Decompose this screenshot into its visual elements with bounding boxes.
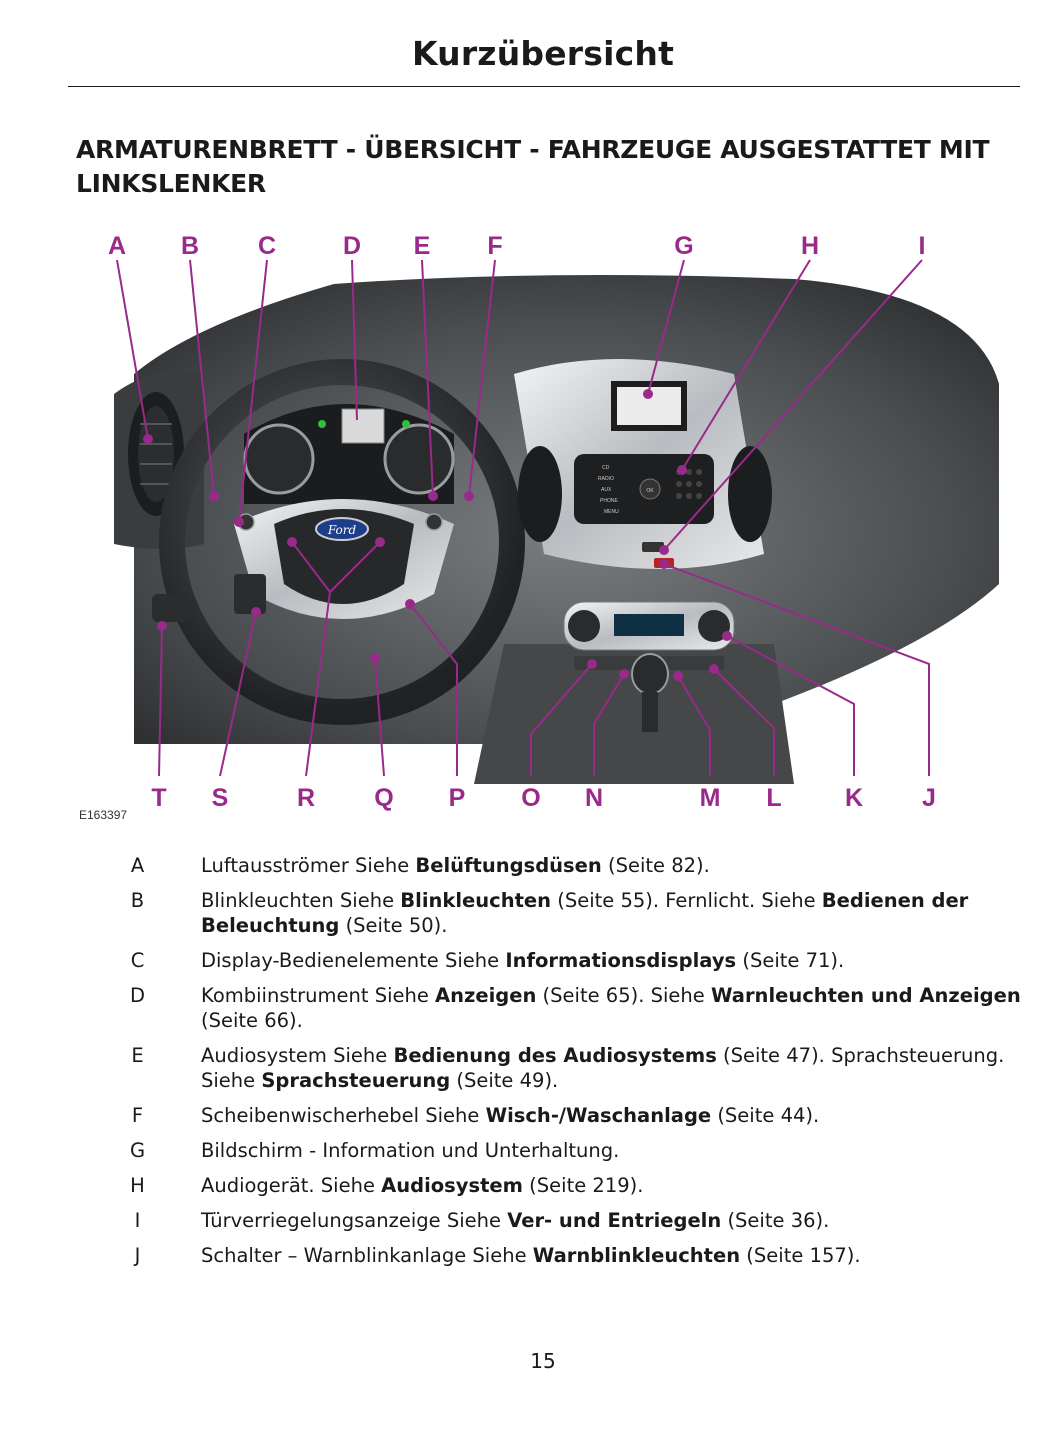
label-m: M (699, 784, 721, 812)
legend-description (201, 1043, 1030, 1093)
legend-reference: Wisch-/Waschanlage (485, 1104, 712, 1127)
legend-letter: F (131, 1104, 144, 1127)
center-left-vent (518, 446, 562, 542)
legend-reference: Ver- und Entriegeln (507, 1209, 722, 1232)
legend-description (201, 1173, 1030, 1198)
legend-text-segment: (Seite 82). (601, 854, 710, 877)
dashboard-illustration (74, 224, 1010, 824)
legend-reference: Bedienung des Audiosystems (393, 1044, 717, 1067)
svg-text:CD: CD (602, 465, 610, 471)
center-stack (514, 359, 772, 569)
page-header-title: Kurzübersicht (411, 34, 675, 73)
label-j: J (922, 784, 936, 812)
legend-text-segment: (Seite 44). (711, 1104, 820, 1127)
legend-description (201, 1138, 1030, 1163)
cruise-control-stalk (234, 574, 266, 614)
legend-text-segment: Kombiinstrument Siehe (201, 984, 436, 1007)
legend-row (100, 1103, 1030, 1128)
cluster-display (342, 409, 384, 443)
label-l: L (766, 784, 782, 812)
legend-row (100, 888, 1030, 938)
label-n: N (584, 784, 604, 812)
label-t: T (151, 784, 167, 812)
label-d: D (342, 232, 362, 260)
legend-reference: Sprachsteuerung (261, 1069, 451, 1092)
legend-description (201, 1243, 1030, 1268)
legend-text-segment: (Seite 50). (339, 914, 448, 937)
legend-letter: B (130, 889, 145, 912)
label-b: B (180, 232, 200, 260)
legend-letter: H (130, 1174, 145, 1197)
legend-reference: Anzeigen (435, 984, 537, 1007)
label-i: I (918, 232, 926, 260)
legend-reference: Bedienen der Beleuchtung (201, 889, 969, 937)
header-divider (68, 86, 1020, 87)
legend-reference: Warnleuchten und Anzeigen (710, 984, 1021, 1007)
legend-letter: C (130, 949, 145, 972)
legend-row (100, 1208, 1030, 1233)
label-e: E (413, 232, 431, 260)
legend-text-segment: Türverriegelungsanzeige Siehe (201, 1209, 508, 1232)
label-c: C (257, 232, 277, 260)
label-a: A (107, 232, 127, 260)
legend-text-segment: (Seite 157). (740, 1244, 861, 1267)
section-title: ARMATURENBRETT - ÜBERSICHT - FAHRZEUGE AUSGESTATTET MIT LINKSLENKER (76, 135, 990, 198)
legend-letter: A (130, 854, 145, 877)
legend-reference: Belüftungsdüsen (415, 854, 602, 877)
legend-text-segment: (Seite 219). (522, 1174, 644, 1197)
legend-text-segment: Scheibenwischerhebel Siehe (201, 1104, 486, 1127)
legend-row (100, 948, 1030, 973)
legend-reference: Audiosystem (381, 1174, 523, 1197)
legend-letter: J (134, 1244, 141, 1267)
legend-text-segment: Schalter – Warnblinkanlage Siehe (201, 1244, 533, 1267)
legend-text-segment: Blinkleuchten Siehe (201, 889, 401, 912)
legend-text-segment: Display-Bedienelemente Siehe (201, 949, 506, 972)
legend-reference: Blinkleuchten (400, 889, 552, 912)
svg-text:MENU: MENU (604, 509, 619, 515)
legend-row (100, 983, 1030, 1033)
legend-row (100, 1138, 1030, 1163)
legend-list (100, 853, 1030, 1278)
label-g: G (674, 232, 694, 260)
legend-text-segment: Audiosystem Siehe (201, 1044, 394, 1067)
legend-description (201, 1208, 1030, 1233)
legend-text-segment: (Seite 47). Sprachsteuerung. Siehe (201, 1044, 1005, 1092)
svg-text:PHONE: PHONE (600, 498, 618, 504)
label-q: Q (374, 784, 394, 812)
legend-text-segment: (Seite 71). (736, 949, 845, 972)
legend-text-segment: (Seite 55). Fernlicht. Siehe (551, 889, 822, 912)
svg-text:RADIO: RADIO (598, 476, 614, 482)
svg-text:AUX: AUX (601, 487, 612, 493)
dashboard-figure (74, 224, 1010, 824)
light-switch (152, 594, 188, 622)
label-s: S (211, 784, 229, 812)
legend-reference: Warnblinkleuchten (532, 1244, 741, 1267)
legend-reference: Informationsdisplays (505, 949, 737, 972)
legend-letter: E (131, 1044, 144, 1067)
legend-text-segment: (Seite 49). (450, 1069, 559, 1092)
label-r: R (296, 784, 316, 812)
legend-text-segment: Luftausströmer Siehe (201, 854, 416, 877)
svg-text:OK: OK (646, 488, 654, 494)
label-o: O (521, 784, 541, 812)
legend-description (201, 853, 1030, 878)
legend-text-segment: Audiogerät. Siehe (201, 1174, 382, 1197)
legend-description (201, 983, 1030, 1033)
figure-id: E163397 (79, 808, 128, 822)
ford-logo-text: Ford (327, 523, 357, 537)
legend-description (201, 1103, 1030, 1128)
center-right-vent (728, 446, 772, 542)
legend-text-segment: Bildschirm - Information und Unterhaltung. (201, 1139, 620, 1162)
legend-text-segment: (Seite 36). (721, 1209, 830, 1232)
legend-text-segment: (Seite 66). (201, 1009, 303, 1032)
legend-row (100, 853, 1030, 878)
legend-letter: D (129, 984, 145, 1007)
page-number: 15 (530, 1349, 556, 1373)
label-k: K (844, 784, 864, 812)
legend-row (100, 1173, 1030, 1198)
label-f: F (487, 232, 503, 260)
legend-letter: G (129, 1139, 146, 1162)
legend-text-segment: (Seite 65). Siehe (536, 984, 711, 1007)
legend-description (201, 888, 1030, 938)
label-p: P (448, 784, 466, 812)
legend-row (100, 1243, 1030, 1268)
label-h: H (800, 232, 820, 260)
legend-letter: I (134, 1209, 141, 1232)
legend-description (201, 948, 1030, 973)
legend-row (100, 1043, 1030, 1093)
